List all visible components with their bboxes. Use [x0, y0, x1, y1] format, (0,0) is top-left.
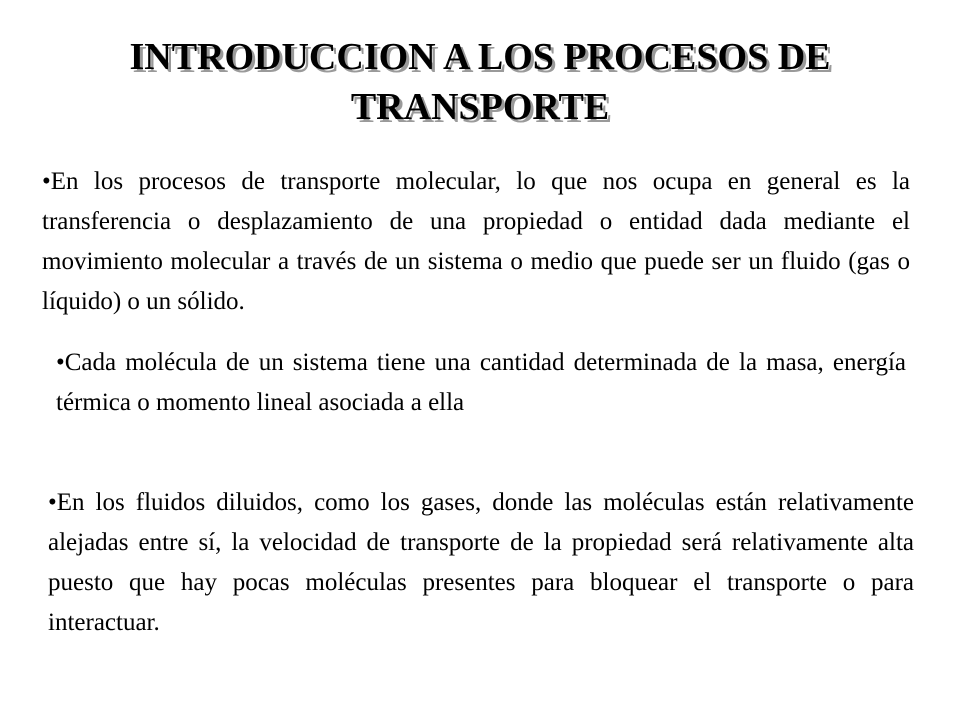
- bullet-paragraph-molecule-properties: •Cada molécula de un sistema tiene una cantidad determinada de la masa, energía térmica o momento lineal asociada a ella: [56, 349, 906, 416]
- slide-title: INTRODUCCION A LOS PROCESOS DE TRANSPORTE: [129, 36, 831, 128]
- bullet-paragraph-dilute-fluids: •En los fluidos diluidos, como los gases, donde las moléculas están relativamente alejadas entre sí, la velocidad de transporte de la propiedad será relativamente alta puesto que hay pocas moléculas presentes para bloquear el transporte o para interactuar.: [48, 489, 914, 636]
- bullet-paragraph-transport-definition: •En los procesos de transporte molecular, lo que nos ocupa en general es la transferencia o desplazamiento de una propiedad o entidad dada mediante el movimiento molecular a través de un sistema o medio que puede ser un fluido (gas o líquido) o un sólido.: [42, 168, 910, 315]
